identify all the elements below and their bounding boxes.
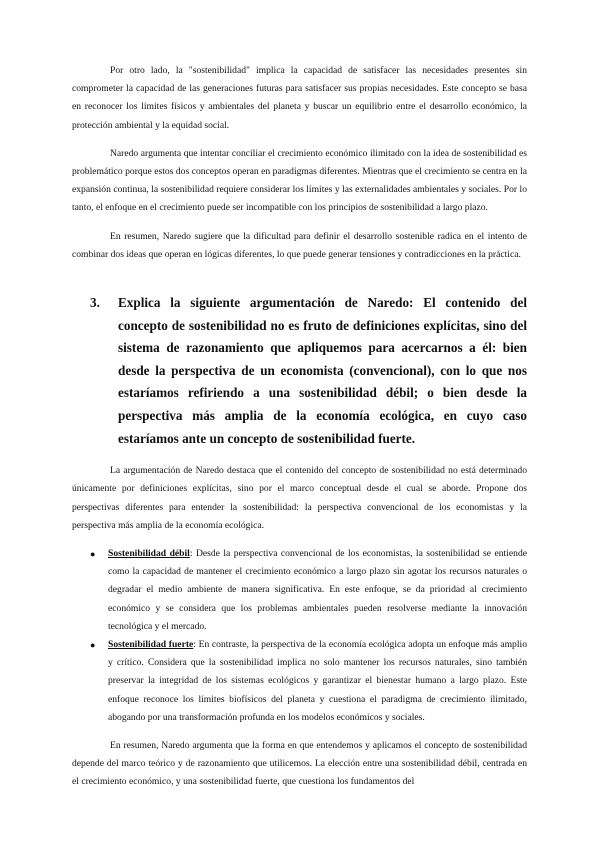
bullet-text-weak: : Desde la perspectiva convencional de los economistas, la sostenibilidad se entiende como la capacidad de mantener el crecimiento económico a largo plazo sin agotar los recursos naturales o degradar el medio ambiente de manera significativa. En este enfoque, se da prioridad al crecimiento económico y se considera que los problemas ambientales pueden resolverse mediante la innovación tecnológica y el mercado. <box>108 548 528 632</box>
question-text: Explica la siguiente argumentación de Naredo: El contenido del concepto de sostenibilidad no es fruto de definiciones explícitas, sino del sistema de razonamiento que apliquemos para acercarnos a él: bien desde la perspectiva de un economista (convencional), con lo que nos estaríamos refiriendo a una sostenibilidad débil; o bien desde la perspectiva más amplia de la economía ecológica, en cuyo caso estaríamos ante un concepto de sostenibilidad fuerte. <box>118 295 527 446</box>
bullet-icon: ● <box>90 640 96 651</box>
bullet-body <box>108 636 527 727</box>
paragraph-sustainability-definition: Por otro lado, la "sostenibilidad" implica la capacidad de satisfacer las necesidades presentes sin comprometer la capacidad de las generaciones futuras para satisfacer sus propias necesidades. Este concepto se basa en reconocer los límites físicos y ambientales del planeta y buscar un equilibrio entre el desarrollo económico, la protección ambiental y la equidad social. <box>72 65 527 131</box>
document-page <box>72 62 527 802</box>
question-3 <box>72 292 527 450</box>
bullet-term-strong: Sostenibilidad fuerte <box>108 639 194 651</box>
question-number: 3. <box>90 295 100 311</box>
bullet-text-strong: : En contraste, la perspectiva de la economía ecológica adopta un enfoque más amplio y crítico. Considera que la sostenibilidad implica no solo mantener los recursos naturales, sino también preservar la integridad de los sistemas ecológicos y garantizar el bienestar humano a largo plazo. Este enfoque reconoce los límites biofísicos del planeta y cuestiona el paradigma de crecimiento ilimitado, abogando por una transformación profunda en los modelos económicos y sociales. <box>108 639 527 723</box>
bullet-body <box>108 545 527 636</box>
answer-intro-paragraph: La argumentación de Naredo destaca que el contenido del concepto de sostenibilidad no está determinado únicamente por definiciones explícitas, sino por el marco conceptual desde el cual se aborde. Propone dos perspectivas diferentes para entender la sostenibilidad: la perspectiva convencional de los economistas y la perspectiva más amplia de la economía ecológica. <box>72 465 527 531</box>
paragraph-summary-1: En resumen, Naredo sugiere que la dificultad para definir el desarrollo sostenible radica en el intento de combinar dos ideas que operan en lógicas diferentes, lo que puede generar tensiones y contradicciones en la práctica. <box>72 230 527 260</box>
bullet-term-weak: Sostenibilidad débil <box>108 548 190 559</box>
list-item <box>72 545 527 636</box>
paragraph-naredo-growth-argument: Naredo argumenta que intentar conciliar el crecimiento económico ilimitado con la idea de sostenibilidad es problemático porque estos dos conceptos operan en paradigmas diferentes. Mientras que el crecimiento se centra en la expansión continua, la sostenibilidad requiere considerar los límites y las externalidades ambientales y sociales. Por lo tanto, el enfoque en el crecimiento puede ser incompatible con los principios de sostenibilidad a largo plazo. <box>72 147 527 214</box>
list-item <box>72 636 527 727</box>
bullet-list <box>72 545 527 727</box>
closing-paragraph: En resumen, Naredo argumenta que la forma en que entendemos y aplicamos el concepto de sostenibilidad depende del marco teórico y de razonamiento que utilicemos. La elección entre una sostenibilidad débil, centrada en el crecimiento económico, y una sostenibilidad fuerte, que cuestiona los fundamentos del <box>72 740 527 788</box>
bullet-icon: ● <box>90 549 96 559</box>
